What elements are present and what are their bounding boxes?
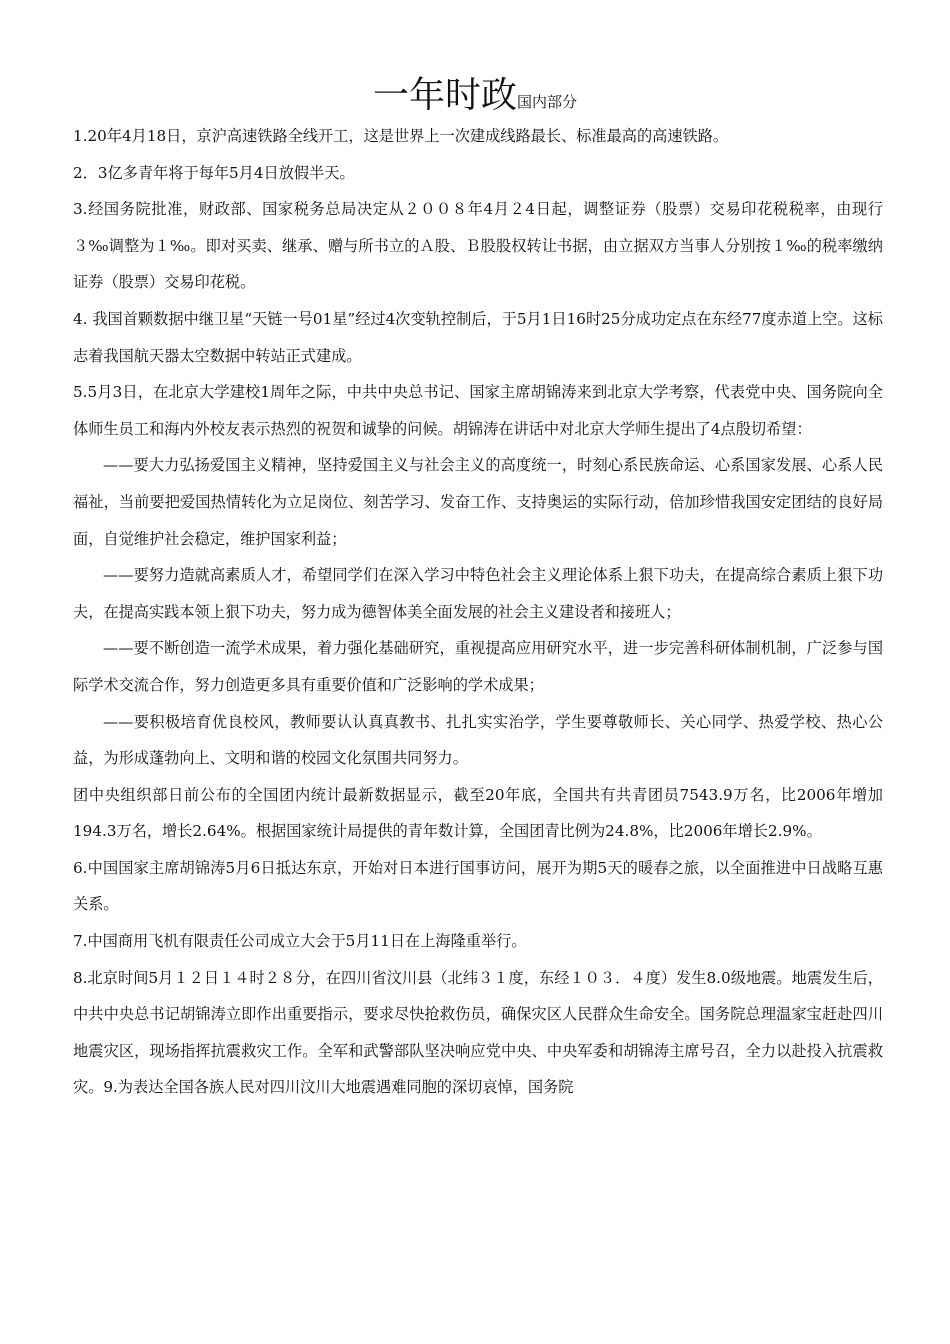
page-title [0,74,950,118]
hope-2-paragraph: ——要努力造就高素质人才，希望同学们在深入学习中特色社会主义理论体系上狠下功夫，在提高综合素质上狠下功夫，在提高实践本领上狠下功夫，努力成为德智体美全面发展的社会主义建设者和接班人； [73,566,883,621]
item-1-paragraph: 1.20年4月18日，京沪高速铁路全线开工，这是世界上一次建成线路最长、标准最高的高速铁路。 [73,127,729,145]
item-5-paragraph: 5.5月3日，在北京大学建校1周年之际，中共中央总书记、国家主席胡锦涛来到北京大学考察，代表党中央、国务院向全体师生员工和海内外校友表示热烈的祝贺和诚挚的问候。胡锦涛在讲话中对北京大学师生提出了4点殷切希望： [73,383,883,438]
title-subtitle: 国内部分 [517,93,578,111]
item-6-paragraph: 6.中国国家主席胡锦涛5月6日抵达东京，开始对日本进行国事访问，展开为期5天的暖春之旅，以全面推进中日战略互惠关系。 [73,858,883,914]
item-3-paragraph: 3.经国务院批准，财政部、国家税务总局决定从２００８年4月２4日起，调整证券（股票）交易印花税税率，由现行３‰调整为１‰。即对买卖、继承、赠与所书立的Ａ股、Ｂ股股权转让书据，由立据双方当事人分别按１‰的税率缴纳证券（股票）交易印花税。 [73,200,883,292]
hope-4-paragraph: ——要积极培育优良校风，教师要认认真真教书、扎扎实实治学，学生要尊敬师长、关心同学、热爱学校、热心公益，为形成蓬勃向上、文明和谐的校园文化氛围共同努力。 [73,712,883,768]
item-4-paragraph: 4. 我国首颗数据中继卫星“天链一号01星”经过4次变轨控制后，于5月1日16时25分成功定点在东经77度赤道上空。这标志着我国航天器太空数据中转站正式建成。 [73,309,883,365]
item-7-paragraph: 7.中国商用飞机有限责任公司成立大会于5月11日在上海隆重举行。 [73,932,527,951]
title-main: 一年时政 [372,75,517,116]
item-2-paragraph: 2．3亿多青年将于每年5月4日放假半天。 [73,163,355,182]
document-body [73,118,883,1106]
item-8-paragraph: 8.北京时间5月１２日１４时２８分，在四川省汶川县（北纬３１度，东经１０３．４度）发生8.0级地震。地震发生后，中共中央总书记胡锦涛立即作出重要指示，要求尽快抢救伤员，确保灾区人民群众生命安全。国务院总理温家宝赶赴四川地震灾区，现场指挥抗震救灾工作。全军和武警部队坚决响应党中央、中央军委和胡锦涛主席号召，全力以赴投入抗震救灾。9.为表达全国各族人民对四川汶川大地震遇难同胞的深切哀悼，国务院 [73,968,883,1097]
league-stats-paragraph: 团中央组织部日前公布的全国团内统计最新数据显示，截至20年底，全国共有共青团员7543.9万名，比2006年增加194.3万名，增长2.64%。根据国家统计局提供的青年数计算，全国团青比例为24.8%，比2006年增长2.9%。 [73,785,883,841]
hope-3-paragraph: ——要不断创造一流学术成果，着力强化基础研究，重视提高应用研究水平，进一步完善科研体制机制，广泛参与国际学术交流合作，努力创造更多具有重要价值和广泛影响的学术成果； [73,639,883,694]
hope-1-paragraph: ——要大力弘扬爱国主义精神，坚持爱国主义与社会主义的高度统一，时刻心系民族命运、心系国家发展、心系人民福祉，当前要把爱国热情转化为立足岗位、刻苦学习、发奋工作、支持奥运的实际行动，倍加珍惜我国安定团结的良好局面，自觉维护社会稳定，维护国家利益； [73,456,883,548]
